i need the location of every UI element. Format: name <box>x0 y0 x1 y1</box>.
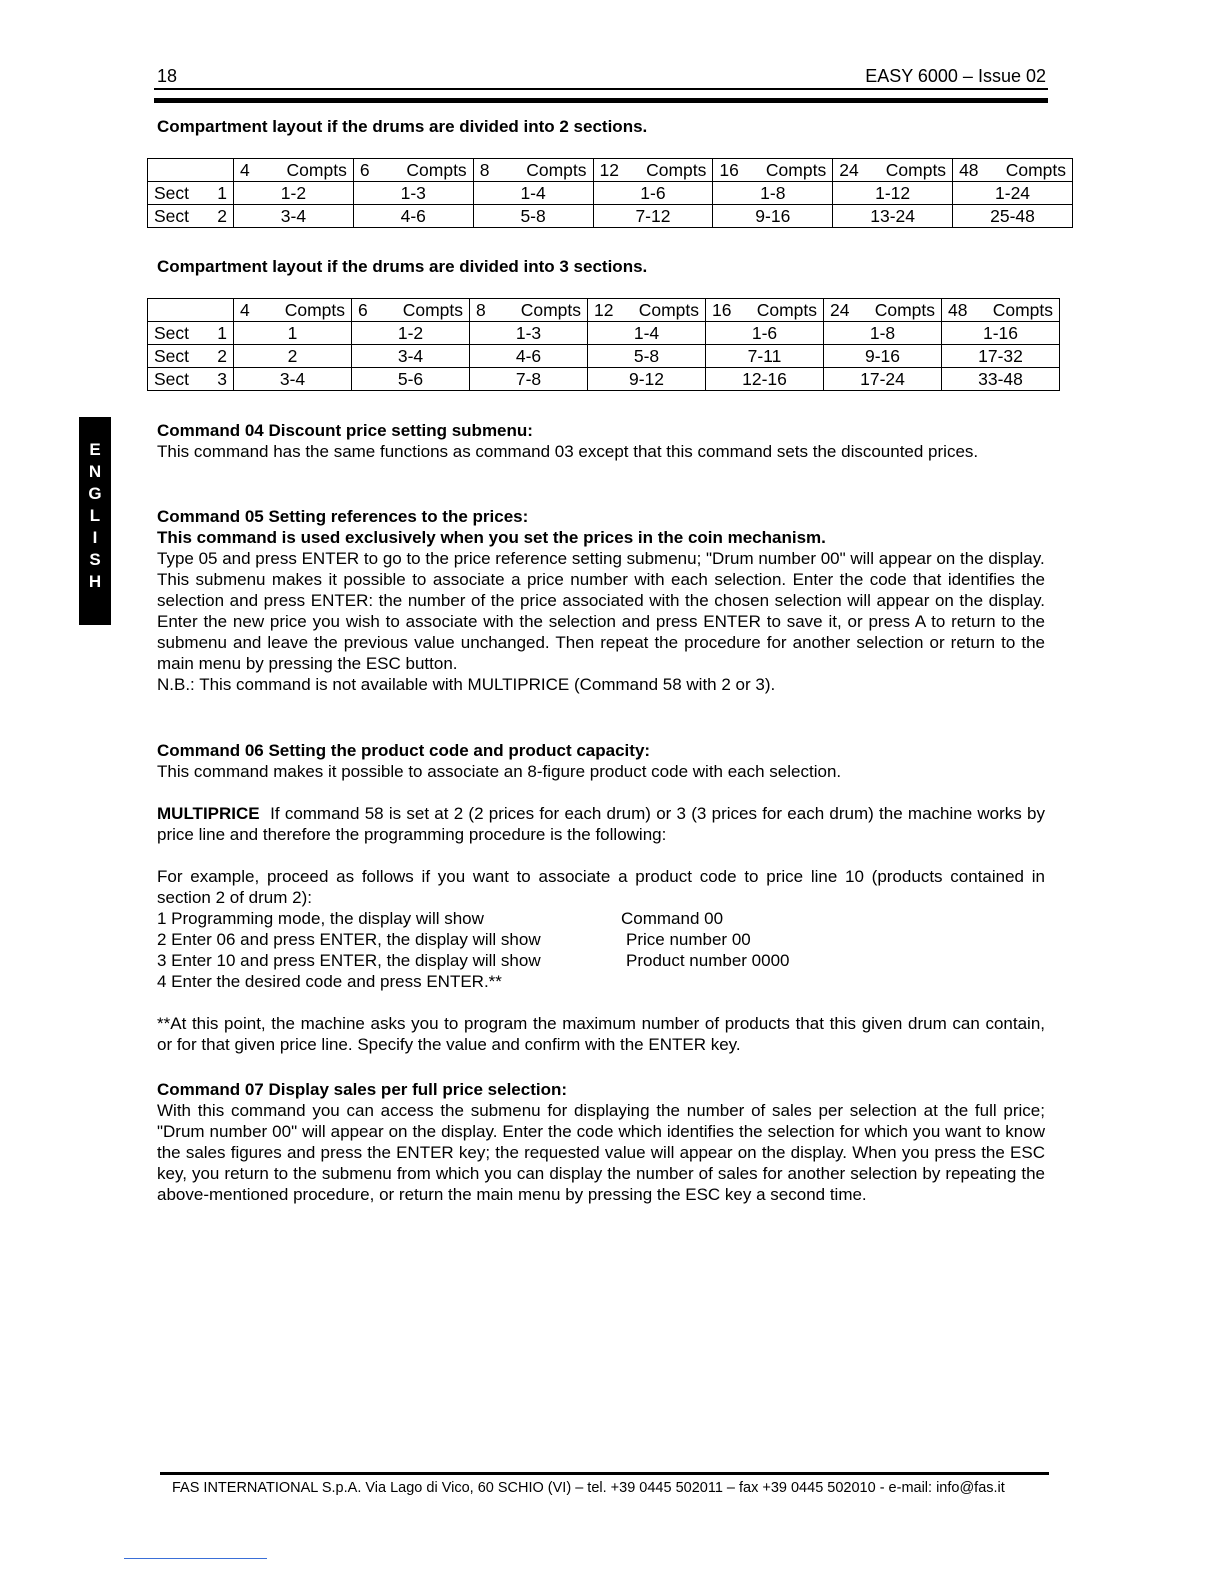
column-header: 48 Compts <box>953 159 1073 182</box>
table-cell: 1-3 <box>353 182 473 205</box>
table-header-row <box>148 159 1073 182</box>
side-tab-letter: E <box>89 440 101 459</box>
command-04-body: This command has the same functions as command 03 except that this command sets the discounted prices. <box>157 442 979 461</box>
table-cell: 9-16 <box>713 205 833 228</box>
column-header: 8 Compts <box>470 299 588 322</box>
table-cell: 3-4 <box>234 205 354 228</box>
column-header: 12 Compts <box>593 159 713 182</box>
column-header: 16 Compts <box>706 299 824 322</box>
table-cell: 4-6 <box>353 205 473 228</box>
example-paragraph: For example, proceed as follows if you want to associate a product code to price line 10 (products contained in section 2 of drum 2): <box>157 867 1045 907</box>
table-cell: 1-6 <box>593 182 713 205</box>
table-cell: 33-48 <box>942 368 1060 391</box>
row-label: Sect 2 <box>148 205 234 228</box>
document-title: EASY 6000 – Issue 02 <box>865 66 1046 86</box>
command-05-note: N.B.: This command is not available with MULTIPRICE (Command 58 with 2 or 3). <box>157 675 776 694</box>
command-05-paragraph-1: Type 05 and press ENTER to go to the price reference setting submenu; "Drum number 00" will appear on the display. <box>157 549 1045 568</box>
table-cell: 4-6 <box>470 345 588 368</box>
table-cell: 1-24 <box>953 182 1073 205</box>
column-header: 12 Compts <box>588 299 706 322</box>
row-label: Sect 1 <box>148 182 234 205</box>
table-cell: 7-11 <box>706 345 824 368</box>
list-item: 3 Enter 10 and press ENTER, the display will show Product number 0000 <box>157 951 790 970</box>
table-row <box>148 182 1073 205</box>
table-cell: 1-12 <box>833 182 953 205</box>
table-cell: 1-4 <box>588 322 706 345</box>
column-header: 4 Compts <box>234 299 352 322</box>
table-cell: 1-8 <box>824 322 942 345</box>
section1-heading: Compartment layout if the drums are divided into 2 sections. <box>157 117 648 136</box>
programming-steps <box>157 908 1045 992</box>
table-cell: 9-16 <box>824 345 942 368</box>
table-cell: 1-6 <box>706 322 824 345</box>
command-07-block <box>157 1079 1045 1205</box>
command-04-heading: Command 04 Discount price setting submenu: <box>157 421 533 440</box>
capacity-note: **At this point, the machine asks you to program the maximum number of products that this given drum can contain, or for that given price line. Specify the value and confirm with the ENTER key. <box>157 1014 1045 1054</box>
table-row <box>148 368 1060 391</box>
list-item: 1 Programming mode, the display will show Command 00 <box>157 909 724 928</box>
column-header: 24 Compts <box>833 159 953 182</box>
table-cell: 12-16 <box>706 368 824 391</box>
column-header: 6 Compts <box>353 159 473 182</box>
side-tab-letter: H <box>88 572 102 591</box>
compartment-table-2-sections <box>147 158 1073 228</box>
side-tab-letter: L <box>89 506 101 525</box>
table-cell: 1-4 <box>473 182 593 205</box>
command-06-heading: Command 06 Setting the product code and product capacity: <box>157 741 651 760</box>
table-corner-cell <box>148 159 234 182</box>
command-07-body: With this command you can access the submenu for displaying the number of sales per selection at the full price; "Drum number 00" will appear on the display. Enter the code which identifies the selection for which you want to know the sales figures and press the ENTER key; the requested value will appear on the display. When you press the ESC key, you return to the submenu from which you can display the number of sales for another selection by repeating the above-mentioned procedure, or return the main menu by pressing the ESC key a second time. <box>157 1101 1045 1204</box>
table-cell: 7-12 <box>593 205 713 228</box>
command-05-block <box>157 506 1045 695</box>
side-tab-letter: N <box>88 462 102 481</box>
table-row <box>148 322 1060 345</box>
table-cell: 2 <box>234 345 352 368</box>
table-cell: 7-8 <box>470 368 588 391</box>
table-cell: 1-8 <box>713 182 833 205</box>
page-number: 18 <box>157 66 178 86</box>
command-06-block <box>157 740 1045 1055</box>
multiprice-label: MULTIPRICE <box>157 804 260 823</box>
command-05-paragraph-2: This submenu makes it possible to associate a price number with each selection. Enter the code that identifies the selection and press ENTER: the number of the price associated with the chosen selection will appear on the display. Enter the new price you wish to associate with the selection and press ENTER to save it, or press A to return to the submenu and leave the previous value unchanged. Then repeat the procedure for another selection or return to the main menu by pressing the ESC button. <box>157 570 1045 673</box>
table-cell: 1-2 <box>352 322 470 345</box>
multiprice-paragraph: MULTIPRICE If command 58 is set at 2 (2 prices for each drum) or 3 (3 prices for each drum) the machine works by price line and therefore the programming procedure is the following: <box>157 804 1045 844</box>
list-item: 4 Enter the desired code and press ENTER.** <box>157 972 502 991</box>
table-corner-cell <box>148 299 234 322</box>
command-07-heading: Command 07 Display sales per full price selection: <box>157 1080 568 1099</box>
table-cell: 1-16 <box>942 322 1060 345</box>
command-04-block <box>157 420 1045 462</box>
section2-heading: Compartment layout if the drums are divided into 3 sections. <box>157 257 648 276</box>
table-cell: 3-4 <box>352 345 470 368</box>
compartment-table-3-sections <box>147 298 1060 391</box>
table-header-row <box>148 299 1060 322</box>
column-header: 48 Compts <box>942 299 1060 322</box>
command-06-body: This command makes it possible to associate an 8-figure product code with each selection. <box>157 762 842 781</box>
corner-line <box>124 1558 267 1559</box>
footer-contact: FAS INTERNATIONAL S.p.A. Via Lago di Vico, 60 SCHIO (VI) – tel. +39 0445 502011 – fax +39 0445 502010 - e-mail: info@fas.it <box>172 1480 1005 1496</box>
table-cell: 9-12 <box>588 368 706 391</box>
table-cell: 1-2 <box>234 182 354 205</box>
column-header: 6 Compts <box>352 299 470 322</box>
side-tab-letter: G <box>88 484 102 503</box>
table-row <box>148 205 1073 228</box>
table-cell: 13-24 <box>833 205 953 228</box>
column-header: 8 Compts <box>473 159 593 182</box>
table-cell: 17-24 <box>824 368 942 391</box>
side-tab-letter: S <box>89 550 101 569</box>
row-label: Sect 2 <box>148 345 234 368</box>
column-header: 16 Compts <box>713 159 833 182</box>
header-rule-thick <box>154 98 1048 103</box>
footer-rule <box>160 1472 1049 1475</box>
language-side-tab <box>79 417 111 625</box>
table-cell: 1-3 <box>470 322 588 345</box>
side-tab-letter: I <box>92 528 98 547</box>
command-05-heading: Command 05 Setting references to the prices: <box>157 507 529 526</box>
table-cell: 3-4 <box>234 368 352 391</box>
table-row <box>148 345 1060 368</box>
table-cell: 1 <box>234 322 352 345</box>
column-header: 4 Compts <box>234 159 354 182</box>
table-cell: 25-48 <box>953 205 1073 228</box>
row-label: Sect 3 <box>148 368 234 391</box>
table-cell: 5-6 <box>352 368 470 391</box>
table-cell: 5-8 <box>588 345 706 368</box>
table-cell: 17-32 <box>942 345 1060 368</box>
list-item: 2 Enter 06 and press ENTER, the display will show Price number 00 <box>157 930 751 949</box>
table-cell: 5-8 <box>473 205 593 228</box>
header-rule-thin <box>154 88 1048 90</box>
row-label: Sect 1 <box>148 322 234 345</box>
command-05-subheading: This command is used exclusively when you set the prices in the coin mechanism. <box>157 528 826 547</box>
column-header: 24 Compts <box>824 299 942 322</box>
